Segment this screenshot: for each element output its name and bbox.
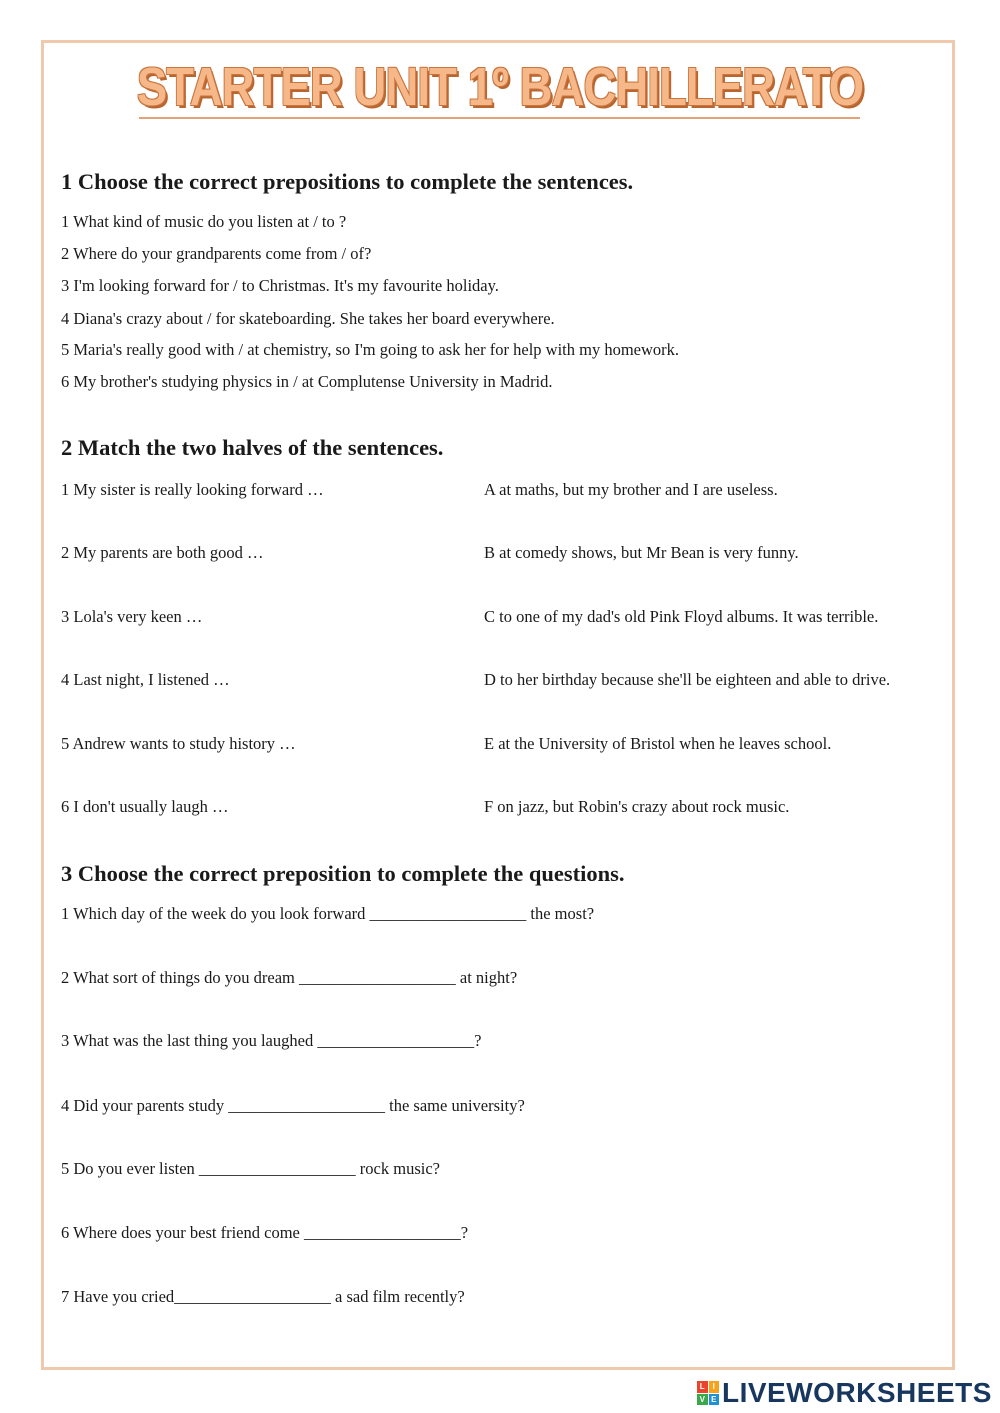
logo-letter: L [697, 1381, 708, 1393]
match-left-item: 5 Andrew wants to study history … [61, 734, 296, 753]
question-item[interactable]: 5 Do you ever listen ___________________ rock music? [61, 1159, 440, 1178]
question-item[interactable]: 3 What was the last thing you laughed ___________________? [61, 1031, 482, 1050]
section1-item[interactable]: 6 My brother's studying physics in / at Complutense University in Madrid. [61, 372, 553, 391]
section1-item[interactable]: 1 What kind of music do you listen at / to ? [61, 212, 347, 231]
logo-mark-icon [697, 1381, 719, 1405]
logo-letter: E [709, 1394, 720, 1406]
section1-item[interactable]: 2 Where do your grandparents come from / of? [61, 244, 372, 263]
liveworksheets-logo [697, 1378, 992, 1408]
match-right-item[interactable]: B at comedy shows, but Mr Bean is very funny. [484, 543, 799, 562]
section2-heading: 2 Match the two halves of the sentences. [61, 435, 444, 460]
question-item[interactable]: 6 Where does your best friend come ___________________? [61, 1223, 469, 1242]
match-right-item[interactable]: E at the University of Bristol when he leaves school. [484, 734, 832, 753]
match-left-item: 1 My sister is really looking forward … [61, 480, 324, 499]
match-left-item: 3 Lola's very keen … [61, 607, 203, 626]
section1-item[interactable]: 3 I'm looking forward for / to Christmas. It's my favourite holiday. [61, 276, 499, 295]
section1-item[interactable]: 5 Maria's really good with / at chemistry, so I'm going to ask her for help with my homework. [61, 340, 680, 359]
question-item[interactable]: 1 Which day of the week do you look forward ___________________ the most? [61, 904, 595, 923]
section1-heading: 1 Choose the correct prepositions to complete the sentences. [61, 169, 634, 194]
section3-heading: 3 Choose the correct preposition to complete the questions. [61, 861, 625, 886]
match-right-item[interactable]: C to one of my dad's old Pink Floyd albums. It was terrible. [484, 607, 879, 626]
worksheet-title: STARTER UNIT 1º BACHILLERATO [136, 57, 864, 117]
question-item[interactable]: 2 What sort of things do you dream ___________________ at night? [61, 968, 518, 987]
match-left-item: 6 I don't usually laugh … [61, 797, 229, 816]
logo-text: LIVEWORKSHEETS [722, 1377, 992, 1408]
section1-item[interactable]: 4 Diana's crazy about / for skateboarding. She takes her board everywhere. [61, 309, 555, 328]
match-right-item[interactable]: D to her birthday because she'll be eighteen and able to drive. [484, 670, 891, 689]
match-right-item[interactable]: F on jazz, but Robin's crazy about rock music. [484, 797, 790, 816]
title-underline [139, 117, 860, 119]
question-item[interactable]: 7 Have you cried___________________ a sad film recently? [61, 1287, 465, 1306]
match-left-item: 2 My parents are both good … [61, 543, 264, 562]
match-left-item: 4 Last night, I listened … [61, 670, 230, 689]
question-item[interactable]: 4 Did your parents study ___________________ the same university? [61, 1096, 525, 1115]
logo-letter: I [709, 1381, 720, 1393]
logo-letter: V [697, 1394, 708, 1406]
match-right-item[interactable]: A at maths, but my brother and I are useless. [484, 480, 778, 499]
